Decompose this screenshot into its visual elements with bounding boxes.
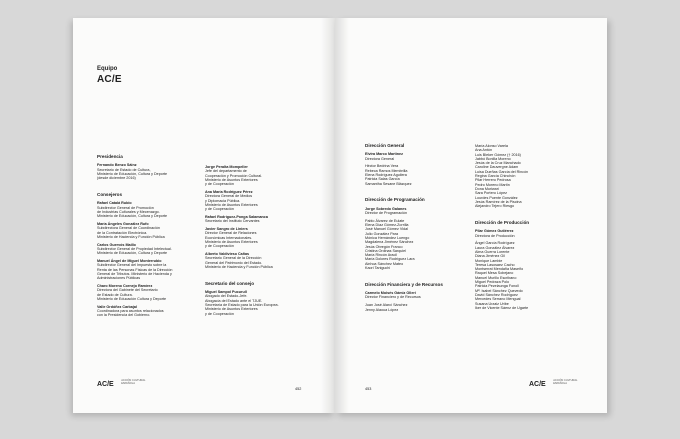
entry-line: Manuel Murillo Escribano bbox=[475, 275, 517, 280]
entry-line: Caroline Dauvergne Adam bbox=[475, 165, 519, 170]
entry-line: General de Tributos. Ministerio de Hacienda y bbox=[97, 271, 172, 276]
section-heading: Dirección Financiera y de Recursos bbox=[365, 281, 443, 287]
entry-line: Jefe del departamento de bbox=[205, 169, 247, 174]
entry-line: Regina García Chinchón bbox=[475, 174, 516, 179]
entry-line: Pablo Álvarez de Eulate bbox=[365, 218, 405, 223]
entry-line: Rebeca Ramos Membrilla bbox=[365, 168, 408, 173]
entry-line: David Sánchez Rodríguez bbox=[475, 292, 518, 297]
staff-entry bbox=[205, 227, 315, 248]
entry-line: Secretario General de la Dirección bbox=[205, 256, 262, 261]
section-heading: Dirección de Programación bbox=[365, 197, 425, 203]
entry-line: Ministerio de Asuntos Exteriores bbox=[205, 239, 258, 244]
entry-line: Samantha Sesane Blázquez bbox=[365, 181, 412, 186]
logo-mark: AC/E bbox=[529, 381, 546, 388]
logo-subtitle: ACCIÓN CULTURAL ESPAÑOLA bbox=[121, 378, 146, 385]
entry-line: Iker de Vicente Sáenz de Ugarte bbox=[475, 305, 529, 310]
person-name: Jorge Peralta Mompeller bbox=[205, 165, 248, 169]
left-column-2 bbox=[205, 165, 315, 319]
entry-line: Directora General de Medios bbox=[205, 194, 253, 199]
entry-line: Kaori Taniguchi bbox=[365, 266, 391, 271]
entry-line: Directora del Gabinete del Secretario bbox=[97, 288, 158, 293]
entry-line: Cristina Ordinas Sarquiel bbox=[365, 248, 406, 253]
entry-line: Ángel García Rodríguez bbox=[475, 241, 515, 246]
entry-line: Elena Rodríguez Aguilera bbox=[365, 172, 407, 177]
staff-entry bbox=[365, 291, 475, 300]
entry-line: Patricia Salas García bbox=[365, 177, 400, 182]
person-name: Jorge Sobredo Galanes bbox=[365, 206, 407, 211]
entry-line: Subdirectora General de Coordinación bbox=[97, 226, 160, 231]
entry-line: de Industrias Culturales y Mecenazgo. bbox=[97, 209, 160, 214]
right-column-1 bbox=[365, 144, 475, 315]
entry-line: Luisa Dueñas García del Rincón bbox=[475, 169, 529, 174]
entry-line: Susana Urzaiz Uribe bbox=[475, 301, 509, 306]
entry-line: Diana Jiménez Gil bbox=[475, 254, 505, 259]
section-kicker: Equipo bbox=[97, 66, 118, 72]
staff-entry bbox=[205, 190, 315, 211]
entry-line: Subdirector General de Promoción bbox=[97, 205, 154, 210]
entry-line: y de Cooperación bbox=[205, 244, 234, 249]
logo-mark: AC/E bbox=[97, 381, 114, 388]
entry-line: Secretario del Instituto Cervantes bbox=[205, 219, 260, 224]
entry-line: Héctor Bedrina Vera bbox=[365, 164, 399, 169]
staff-entry bbox=[365, 303, 475, 312]
staff-entry bbox=[97, 259, 207, 280]
entry-line: Ministerio de Educación, Cultura y Deporte bbox=[97, 251, 168, 256]
entry-line: Juan José Alarcí Sánchez bbox=[365, 303, 408, 308]
gutter-shadow bbox=[321, 18, 335, 413]
right-column-2 bbox=[475, 144, 585, 314]
person-name: Javier Sangro de Liniers bbox=[205, 227, 248, 232]
right-page bbox=[335, 18, 607, 413]
person-name: Fernando Benzo Sáinz bbox=[97, 163, 137, 168]
staff-entry bbox=[205, 215, 315, 224]
person-name: Carmelo Moisés Gámiz Olleri bbox=[365, 291, 416, 296]
entry-line: (desde diciembre 2016) bbox=[97, 176, 136, 181]
entry-line: y de Cooperación bbox=[205, 182, 234, 187]
entry-line: Mª. Isabel Sánchez Quevedo bbox=[475, 288, 523, 293]
staff-entry bbox=[475, 229, 585, 238]
person-name: Ana María Rodríguez Pérez bbox=[205, 189, 253, 194]
entry-line: General del Patrimonio del Estado. bbox=[205, 260, 263, 265]
entry-line: Monique Lambie bbox=[475, 258, 503, 263]
entry-line: Alma Guerra Lorente bbox=[475, 249, 510, 254]
entry-line: Patricia Pezelaunga Fonoll bbox=[475, 284, 519, 289]
person-name: Alberto Valdivieso Cañas bbox=[205, 252, 250, 257]
footer-logo bbox=[529, 373, 578, 391]
entry-line: Ministerio de Educación Cultura y Deporte bbox=[97, 296, 167, 301]
entry-line: Jesús Ramírez de la Piscina bbox=[475, 199, 522, 204]
entry-line: Secretaría de Estado para la Unión Europea. bbox=[205, 302, 279, 307]
entry-line: María Rincón Aracil bbox=[365, 253, 397, 258]
staff-entry bbox=[97, 163, 207, 180]
staff-entry bbox=[97, 305, 207, 318]
entry-line: Ministerio de Asuntos Exteriores bbox=[205, 202, 258, 207]
entry-line: Magdalena Jiménez Sánchez bbox=[365, 240, 414, 245]
staff-entry bbox=[97, 243, 207, 256]
staff-entry bbox=[365, 219, 475, 271]
entry-line: y de Cooperación bbox=[205, 311, 234, 316]
page-title: AC/E bbox=[97, 74, 122, 85]
entry-line: Mónica Hernández Luengo bbox=[365, 235, 410, 240]
entry-line: Directora General bbox=[365, 156, 395, 161]
person-name: Rafael Catalá Rubio bbox=[97, 201, 132, 206]
staff-entry bbox=[365, 152, 475, 161]
entry-line: y de Cooperación bbox=[205, 207, 234, 212]
gutter-shadow bbox=[335, 18, 349, 413]
entry-line: Laura González Álvarez bbox=[475, 245, 515, 250]
staff-entry bbox=[205, 290, 315, 316]
entry-line: Ainhoa Sánchez Mateo bbox=[365, 261, 404, 266]
entry-line: Ministerio de Asuntos Exteriores bbox=[205, 177, 258, 182]
entry-line: Renta de las Personas Físicas de la Dirección bbox=[97, 267, 173, 272]
staff-entry bbox=[97, 222, 207, 239]
entry-line: Director Financiero y de Recursos bbox=[365, 295, 421, 300]
staff-entry bbox=[475, 144, 585, 208]
person-name: Miguel Sampol Pucurull bbox=[205, 290, 247, 295]
entry-line: Jabbó Bonilla Moreno bbox=[475, 156, 511, 161]
person-name: Charo Moreno Cornejo Ramírez bbox=[97, 284, 153, 289]
entry-line: Abogado del Estado-Jefe. bbox=[205, 294, 248, 299]
entry-line: Administraciones Públicas bbox=[97, 276, 141, 281]
entry-line: de Estado de Cultura. bbox=[97, 292, 133, 297]
person-name: María Ángeles González Rufo bbox=[97, 221, 149, 226]
entry-line: Ministerio de Educación, Cultura y Deporte bbox=[97, 214, 168, 219]
person-name: Rafael Rodríguez-Ponga Salamanca bbox=[205, 214, 268, 219]
person-name: Manuel Ángel de Miguel Monterrubio bbox=[97, 259, 162, 264]
entry-line: Pedro Moreno Martín bbox=[475, 182, 510, 187]
entry-line: Raquel Mesa Sobejano bbox=[475, 271, 514, 276]
entry-line: Ministerio de Hacienda y Función Pública bbox=[205, 264, 273, 269]
staff-entry bbox=[205, 252, 315, 269]
section-heading: Consejeros bbox=[97, 191, 123, 197]
entry-line: Ministerio de Asuntos Exteriores bbox=[205, 307, 258, 312]
section-heading: Secretario del consejo bbox=[205, 280, 255, 286]
staff-entry bbox=[365, 164, 475, 185]
entry-line: de la Contratación Electrónica. bbox=[97, 230, 148, 235]
entry-line: Dona Muriwari bbox=[475, 186, 499, 191]
entry-line: Lourdes Puente González bbox=[475, 195, 518, 200]
entry-line: Sara Portero López bbox=[475, 191, 507, 196]
entry-line: Miguel Pedraza Polo bbox=[475, 280, 510, 285]
section-heading: Dirección General bbox=[365, 143, 405, 148]
entry-line: Cooperación y Promoción Cultural. bbox=[205, 173, 263, 178]
entry-line: Jesús Obregón Franco bbox=[365, 244, 403, 249]
left-page bbox=[73, 18, 335, 413]
staff-entry bbox=[475, 241, 585, 310]
entry-line: Jenny Alaoua López bbox=[365, 307, 399, 312]
entry-line: Luis Bleker Gómez († 2016) bbox=[475, 152, 521, 157]
entry-line: María Alonso Varela bbox=[475, 144, 508, 148]
entry-line: Económicas Internacionales. bbox=[205, 235, 253, 240]
entry-line: Subdirector General del Impuesto sobre la bbox=[97, 263, 167, 268]
entry-line: Ana Antón bbox=[475, 148, 493, 153]
entry-line: Pilar Herrero Pedrosa bbox=[475, 178, 511, 183]
entry-line: Subdirector General de Propiedad Intelectual. bbox=[97, 246, 172, 251]
entry-line: Jesús de la Cruz Manchado bbox=[475, 161, 521, 166]
person-name: Carlos Guervós Maíllo bbox=[97, 242, 136, 247]
entry-line: Montserrat Mendaña Maseño bbox=[475, 267, 524, 272]
person-name: Valle Ordóñez Carbajal bbox=[97, 304, 137, 309]
person-name: Elvira Marco Martínez bbox=[365, 152, 403, 157]
person-name: Pilar Gómez Gutiérrez bbox=[475, 229, 514, 234]
entry-line: Abogacía del Estado ante el TJUE. bbox=[205, 298, 263, 303]
entry-line: Teresa Lasosaez Cacho bbox=[475, 262, 515, 267]
left-column-1 bbox=[97, 155, 207, 321]
entry-line: Ministerio de Hacienda y Función Pública bbox=[97, 234, 165, 239]
footer-logo bbox=[97, 373, 146, 391]
logo-subtitle: ACCIÓN CULTURAL ESPAÑOLA bbox=[553, 378, 578, 385]
page-number: 453 bbox=[365, 387, 372, 391]
entry-line: Alejandro Tejero Riesgo bbox=[475, 204, 515, 209]
entry-line: Elena Díaz Gómez-Zorrilla bbox=[365, 223, 409, 228]
entry-line: María Dolores Rodríguez Lara bbox=[365, 257, 415, 262]
entry-line: Ministerio de Educación, Cultura y Deporte bbox=[97, 171, 168, 176]
staff-entry bbox=[365, 207, 475, 216]
section-heading: Presidencia bbox=[97, 154, 123, 159]
entry-line: y Diplomacia Pública. bbox=[205, 198, 241, 203]
entry-line: Director de Programación bbox=[365, 210, 408, 215]
staff-entry bbox=[97, 284, 207, 301]
entry-line: con la Presidencia del Gobierno. bbox=[97, 313, 151, 318]
entry-line: Secretario de Estado de Cultura, bbox=[97, 167, 151, 172]
entry-line: Director General de Relaciones bbox=[205, 231, 257, 236]
entry-line: Mercedes Serrano Mengual bbox=[475, 297, 521, 302]
entry-line: José Manuel Gómez Vidal bbox=[365, 227, 408, 232]
staff-entry bbox=[97, 201, 207, 218]
entry-line: Directora de Producción bbox=[475, 233, 515, 238]
entry-line: Julio González Para bbox=[365, 231, 399, 236]
entry-line: Coordinadora para asuntos relacionados bbox=[97, 309, 164, 314]
staff-entry bbox=[205, 165, 315, 186]
section-heading: Dirección de Producción bbox=[475, 219, 530, 225]
page-number: 452 bbox=[295, 387, 302, 391]
